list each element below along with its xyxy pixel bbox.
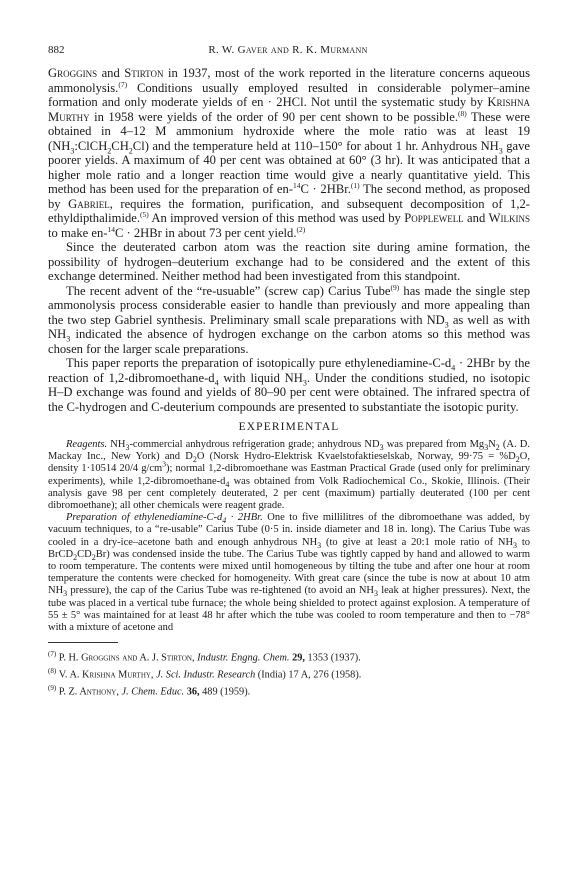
citation-ref: (5) xyxy=(140,209,149,219)
experimental-section xyxy=(48,439,530,634)
footnotes xyxy=(48,648,530,698)
paragraph-3: The recent advent of the “re-usuable” (screw cap) Carius Tube$^{(9)}$ has made the single step ammonolysis process considerable easier to handle than previously and more appealing than the two step Gabriel synthesis. Preliminary small scale preparations with $ND_3$ as well as with $NH_3$ indicated the absence of hydrogen exchange on the carbon atoms so this method was chosen for the larger scale preparations. xyxy=(48,282,530,356)
preparation-paragraph: Preparation of ethylenediamine-$C-d_4 \cdot 2HBr$. One to five millilitres of the dibromoethane was added, by vacuum techniques, to a “re-usable” Carius Tube (0·5 in. inside diameter and 18 in. long). The Carius Tube was cooled in a dry-ice–acetone bath and enough anhydrous $NH_3$ (to give at least a 20:1 mole ratio of $NH_3$ to $BrCD_2CD_2Br$) was condensed inside the tube. The Carius Tube was tightly capped by hand and allowed to warm to room temperature. The contents were mixed until homogeneous by tilting the tube and after one hour at room temperature the contents were checked for homogeneity. With great care (since the tube is now at about 10 atm $NH_3$ pressure), the cap of the Carius Tube was re-tightened (to avoid an $NH_3$ leak at higher pressures). Next, the tube was placed in a vertical tube furnace; the whole being shielded to protect against explosion. A temperature of 55 ± 5° was maintained for at least 48 hr after which the tube was cooled to room temperature and then to −78° with a mixture of acetone and xyxy=(48,512,530,634)
page-number: 882 xyxy=(48,44,65,56)
paragraph-4: This paper reports the preparation of isotopically pure ethylenediamine-$C-d_4 \cdot 2HBr$ by the reaction of $1,2-dibromoethane-d_4$ with liquid $NH_3$. Under the conditions studied, no isotopic H–D exchange was found and yields of 80–90 per cent were obtained. The infrared spectra of the C-hydrogen and C-deuterium compounds are presented to substantiate the isotopic purity. xyxy=(48,356,530,414)
paragraph-1: Groggins and Stirton in 1937, most of the work reported in the literature concerns aqueous ammonolysis.$^{(7)}$ Conditions usually employed resulted in considerable polymer–amine formation and only moderate yields of en · 2HCl. Not until the systematic study by Krishna Murthy in 1958 were yields of the order of 90 per cent shown to be possible.$^{(8)}$ These were obtained in 4–12 M ammonium hydroxide where the mole ratio was at least 19 $(NH_3:ClCH_2CH_2Cl)$ and the temperature held at 110–150° for about 1 hr. Anhydrous $NH_3$ gave poorer yields. A maximum of 40 per cent was obtained at 60° (3 hr). It was anticipated that a higher mole ratio and a longer reaction time would give a nearly quantitative yield. This method has been used for the preparation of en-$^{14}$C · 2HBr.$^{(1)}$ The second method, as proposed by Gabriel, requires the formation, purification, and subsequent decomposition of 1,2-ethyldipthalimide.$^{(5)}$ An improved version of this method was used by Popplewell and Wilkins to make en-$^{14}$C · 2HBr in about 73 per cent yield.$^{(2)}$ xyxy=(48,66,531,240)
footnote: $^{(7)}$ P. H. Groggins and A. J. Stirton, Industr. Engng. Chem. 29, 1353 (1937). xyxy=(48,650,361,664)
reagents-paragraph: Reagents. $NH_3$-commercial anhydrous refrigeration grade; anhydrous $ND_3$ was prepared from $Mg_3N_2$ (A. D. Mackay Inc., New York) and $D_2O$ (Norsk Hydro-Elektrisk Kvaelstofaktieselskab, Norway, $99\cdot 75 = \%D_2O$, density 1·10514 20/4 $g/cm^3$); normal 1,2-dibromoethane was Eastman Practical Grade (used only for preliminary experiments), while $1,2-dibromoethane-d_4$ was obtained from Volk Radiochemical Co., Skokie, Illinois. (Their analysis gave 98 per cent completely deuterated, 2 per cent (maximum) partially deuterated (100 per cent dibromoethane); all other chemicals were reagent grade. xyxy=(48,439,530,512)
page-body xyxy=(48,66,530,698)
running-title: R. W. Gaver and R. K. Murmann xyxy=(208,44,368,56)
citation-ref: (7) xyxy=(118,79,128,89)
citation-ref: (9) xyxy=(390,282,400,292)
paragraph-2: Since the deuterated carbon atom was the reaction site during amine formation, the possibility of hydrogen–deuterium exchange had to be considered and the extent of this exchange determined. Neither method had been investigated from this standpoint. xyxy=(48,240,530,283)
page-header xyxy=(48,44,528,58)
main-text xyxy=(48,66,530,414)
footnote-divider xyxy=(48,642,118,643)
citation-ref: (2) xyxy=(296,224,306,234)
reagents-label: Reagents. xyxy=(66,439,108,450)
citation-ref: (1) xyxy=(350,180,360,190)
footnote: $^{(8)}$ V. A. Krishna Murthy, J. Sci. Industr. Research (India) 17 A, 276 (1958). xyxy=(48,666,362,681)
citation-ref: (8) xyxy=(457,108,467,118)
footnote: $^{(9)}$ P. Z. Anthony, J. Chem. Educ. 36, 489 (1959). xyxy=(48,683,251,698)
preparation-label: Preparation of ethylenediamine-$C-d_4 \cdot 2HBr$. xyxy=(66,512,263,526)
section-heading: EXPERIMENTAL xyxy=(238,421,340,433)
